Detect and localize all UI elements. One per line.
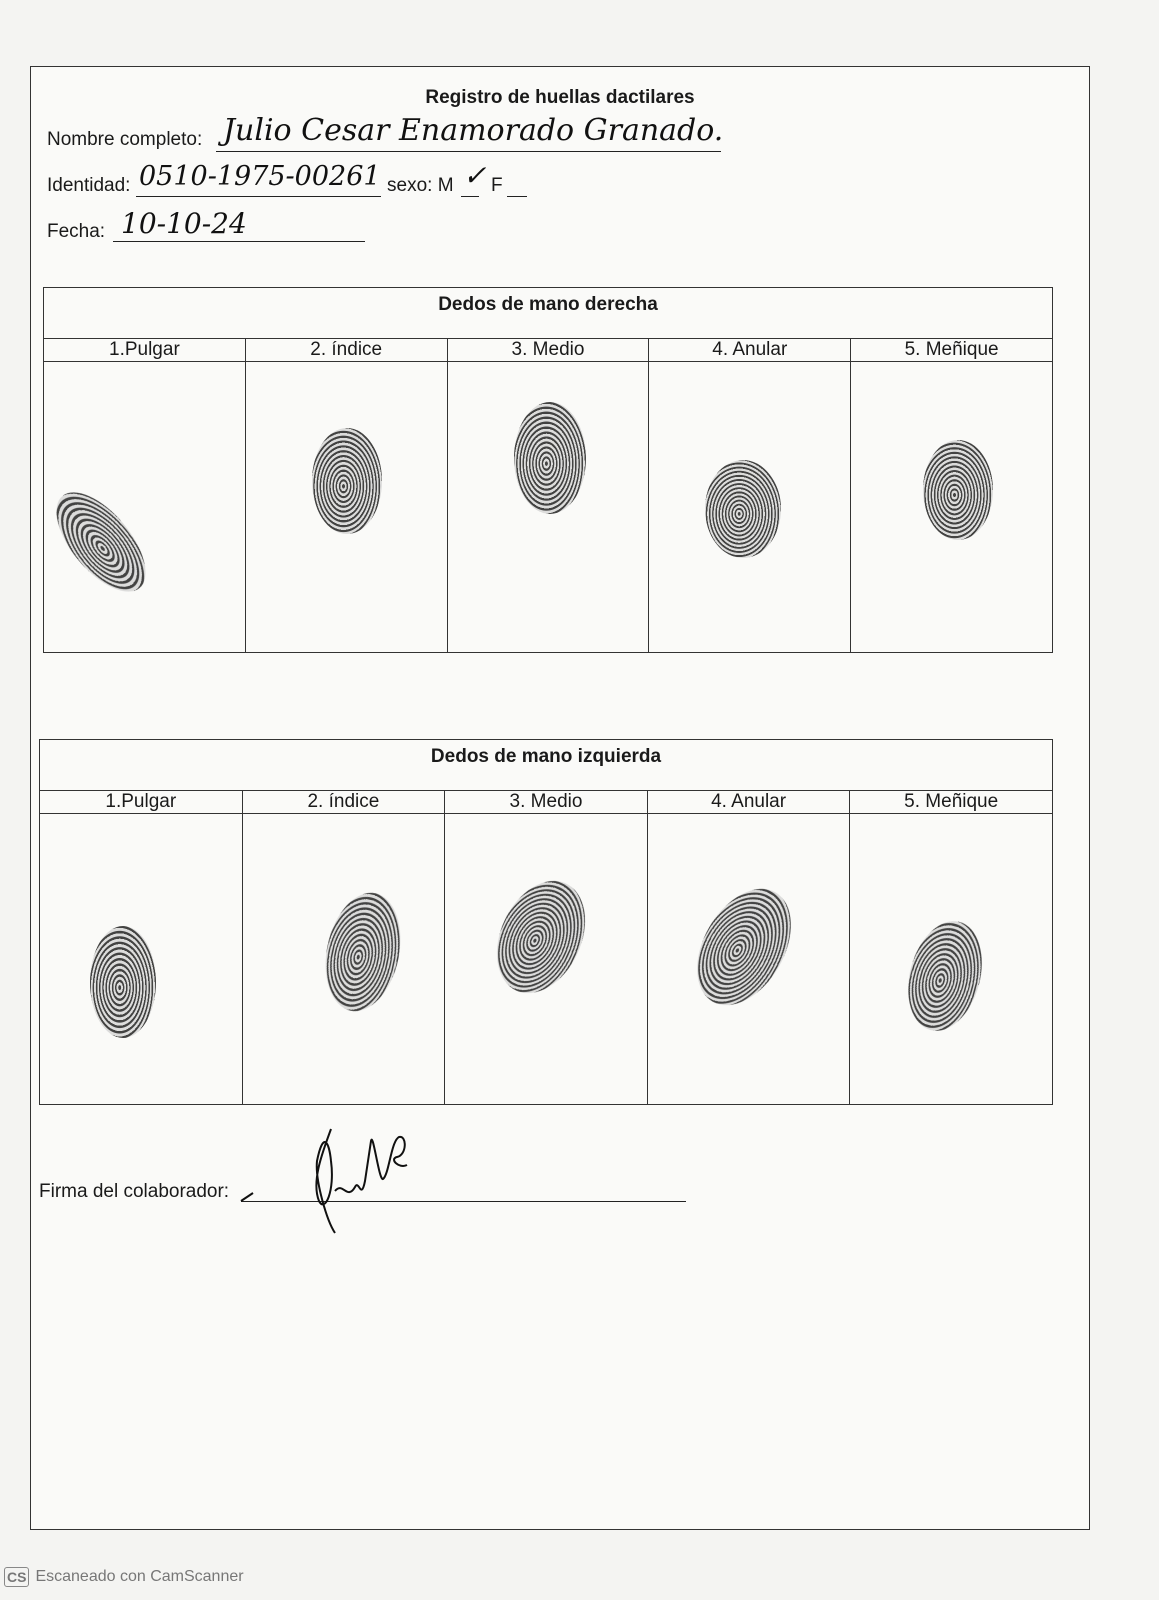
right-hand-table [43, 287, 1053, 653]
camscanner-logo-icon: CS [4, 1567, 29, 1587]
id-underline [136, 196, 381, 197]
right-hand-title: Dedos de mano derecha [44, 288, 1053, 339]
left-hand-table [39, 739, 1053, 1105]
sex-f-label: F [491, 175, 503, 196]
name-value: Julio Cesar Enamorado Granado. [223, 113, 724, 148]
left-thumb-fingerprint [90, 926, 156, 1038]
left-pinky-fingerprint [897, 913, 994, 1039]
form-title: Registro de huellas dactilares [425, 87, 695, 108]
sex-f-underline [507, 196, 527, 197]
left-ring-cell [647, 814, 850, 1105]
sex-m-label: sexo: M [387, 175, 454, 196]
id-value: 0510-1975-00261 [139, 161, 381, 192]
name-label: Nombre completo: [47, 129, 203, 150]
scanner-footer [4, 1567, 244, 1587]
left-col-index: 2. índice [242, 791, 445, 814]
left-col-ring: 4. Anular [647, 791, 850, 814]
right-thumb-fingerprint [40, 477, 162, 606]
handwritten-signature [231, 1121, 431, 1241]
date-label: Fecha: [47, 221, 106, 242]
date-underline [113, 241, 365, 242]
left-pinky-cell [850, 814, 1053, 1105]
left-index-cell [242, 814, 445, 1105]
name-row [47, 129, 202, 151]
right-index-cell [245, 362, 447, 653]
fingerprint-form [30, 66, 1090, 1530]
sex-check-mark: ✓ [463, 159, 487, 192]
left-middle-fingerprint [480, 867, 602, 1008]
right-index-fingerprint [312, 428, 382, 534]
footer-text: Escaneado con CamScanner [35, 1568, 244, 1585]
right-col-thumb: 1.Pulgar [44, 339, 246, 362]
right-thumb-cell [44, 362, 246, 653]
left-middle-cell [445, 814, 648, 1105]
left-thumb-cell [40, 814, 243, 1105]
date-value: 10-10-24 [121, 207, 247, 240]
left-col-middle: 3. Medio [445, 791, 648, 814]
right-col-pinky: 5. Meñique [851, 339, 1053, 362]
left-hand-title: Dedos de mano izquierda [40, 740, 1053, 791]
right-pinky-cell [851, 362, 1053, 653]
right-pinky-fingerprint [923, 440, 993, 540]
signature-label: Firma del colaborador: [39, 1181, 230, 1202]
left-col-pinky: 5. Meñique [850, 791, 1053, 814]
left-index-fingerprint [315, 886, 410, 1018]
right-ring-cell [649, 362, 851, 653]
right-col-index: 2. índice [245, 339, 447, 362]
sex-m-underline [461, 196, 479, 197]
name-underline [216, 151, 721, 152]
right-ring-fingerprint [705, 460, 781, 558]
right-middle-fingerprint [514, 402, 586, 514]
right-col-middle: 3. Medio [447, 339, 649, 362]
id-label: Identidad: [47, 175, 131, 196]
left-col-thumb: 1.Pulgar [40, 791, 243, 814]
left-ring-fingerprint [678, 872, 810, 1021]
right-middle-cell [447, 362, 649, 653]
right-col-ring: 4. Anular [649, 339, 851, 362]
